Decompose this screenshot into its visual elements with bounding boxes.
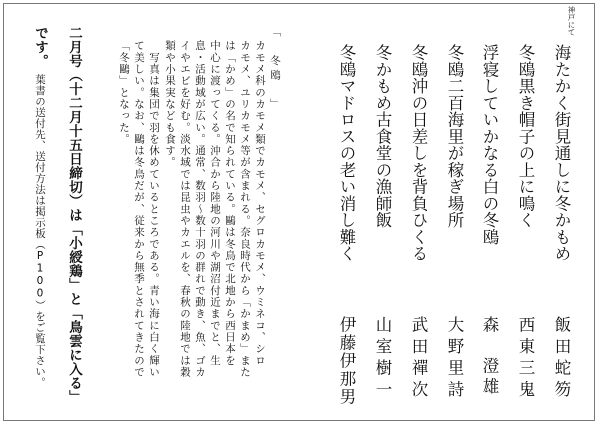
haiku-6-author: 山室樹一 — [373, 316, 392, 402]
essay-title: 「 冬鴎 」 — [269, 26, 281, 113]
haiku-3: 浮寝していかなる白の冬鴎 — [480, 44, 499, 245]
haiku-2: 冬鴎黒き帽子の上に鳴く — [516, 44, 535, 229]
essay-line-9: て美しい。なお、鷗は冬鳥だが、従来から無季とされてきたので — [133, 40, 145, 378]
haiku-2-author: 西東三鬼 — [516, 316, 535, 402]
essay-line-7: 類や小果実なども食す。 — [164, 40, 176, 169]
haiku-5: 冬鴎沖の日差しを背負ひくる — [409, 44, 428, 262]
haiku-1-text: 海たかく街見通しに冬かもめ — [552, 44, 571, 262]
essay-line-6: イやエビを好む。淡水域では昆虫やカエルを、春秋の陸地では穀 — [179, 40, 191, 378]
haiku-1-author: 飯田蛇笏 — [552, 316, 571, 402]
essay-line-10: 「冬鷗」となった。 — [118, 40, 130, 145]
notice-line-2-main: です。 — [32, 26, 48, 68]
notice-line-2 — [30, 26, 49, 388]
essay-line-2: カモメ、ユリカモメ等が含まれる。奈良時代から「かまめ」また — [239, 40, 251, 378]
haiku-1-note: 神戸にて — [567, 6, 576, 36]
essay-line-8: 写真は集団で羽を休めているところである。青い海に白く輝い — [148, 40, 160, 378]
notice-line-2-small: 葉書の送付先、送付方法は掲示板（P100）をご覧下さい。 — [34, 74, 46, 388]
haiku-4-author: 大野里詩 — [445, 316, 464, 402]
haiku-6: 冬かもめ古食堂の漁師飯 — [373, 44, 392, 229]
haiku-5-author: 武田禪次 — [409, 316, 428, 402]
page-frame — [3, 3, 595, 421]
haiku-7: 冬鴎マドロスの老い消し難く — [337, 44, 356, 262]
essay-line-1: カモメ科のカモメ類でカモメ、セグロカモメ、ウミネコ、シロ — [254, 40, 266, 367]
essay-line-4: 中心に渡ってくる。沖合から陸地の河川や湖沼付近までと、生 — [209, 40, 221, 367]
notice-line-1: 二月号（十二月十五日締切）は「小綬鶏」と「鳥雲に入る」 — [66, 26, 82, 404]
haiku-4: 冬鴎二百海里が稼ぎ場所 — [445, 44, 464, 229]
haiku-3-author: 森 澄雄 — [480, 316, 499, 398]
essay-line-5: 息・活動域が広い。通常、数羽～数十羽の群れで動き、魚、ゴカ — [194, 40, 206, 378]
essay-line-3: は「かめ」の名で知られている。鷗は冬鳥で北地から西日本を — [224, 40, 236, 367]
haiku-7-author: 伊藤伊那男 — [337, 316, 356, 406]
haiku-1 — [551, 44, 571, 262]
